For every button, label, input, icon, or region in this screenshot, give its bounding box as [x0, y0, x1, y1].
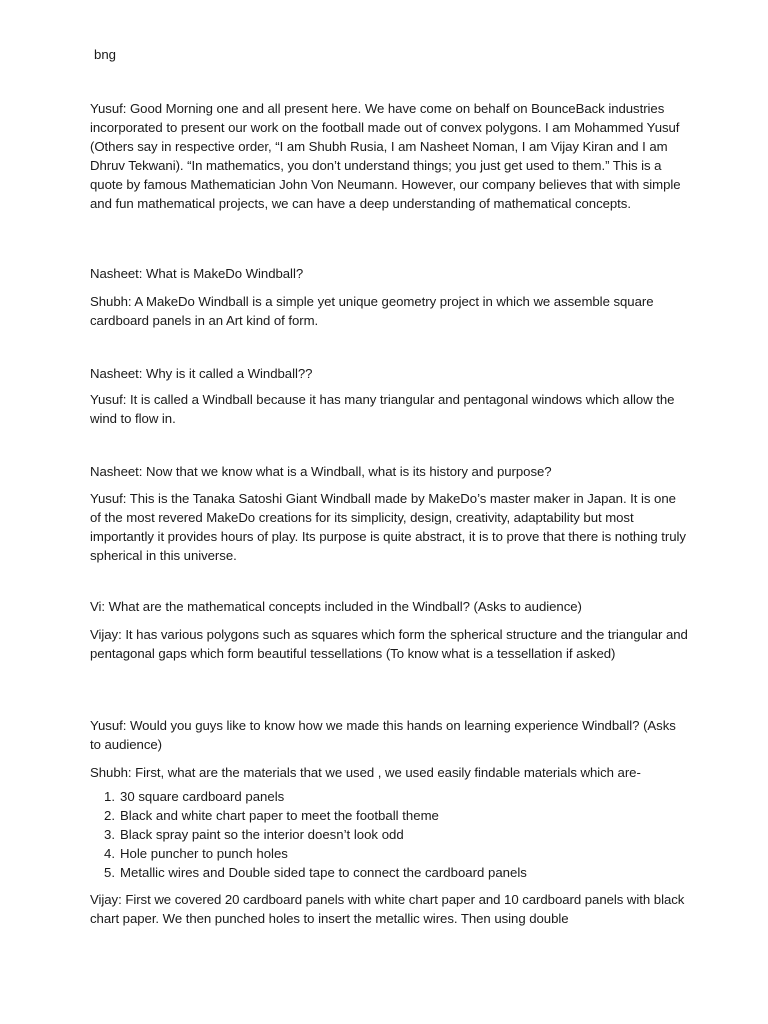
list-item	[90, 844, 690, 863]
list-item-text: Hole puncher to punch holes	[120, 846, 288, 861]
paragraph-question-concepts: Vi: What are the mathematical concepts included in the Windball? (Asks to audience)	[90, 599, 582, 614]
paragraph-steps: Vijay: First we covered 20 cardboard panels with white chart paper and 10 cardboard panels with black chart paper. We then punched holes to insert the metallic wires. Then using double	[90, 892, 685, 926]
list-item-number: 5.	[104, 865, 115, 880]
list-item-number: 2.	[104, 808, 115, 823]
list-item-text: Metallic wires and Double sided tape to connect the cardboard panels	[120, 865, 527, 880]
list-item-text: Black spray paint so the interior doesn’t look odd	[120, 827, 404, 842]
paragraph-question-what: Nasheet: What is MakeDo Windball?	[90, 266, 304, 281]
header-text: bng	[94, 47, 117, 62]
paragraph-question-why: Nasheet: Why is it called a Windball??	[90, 366, 313, 381]
paragraph-materials-intro: Shubh: First, what are the materials that we used , we used easily findable materials which are-	[90, 765, 641, 780]
paragraph-answer-what: Shubh: A MakeDo Windball is a simple yet unique geometry project in which we assemble square cardboard panels in an Art kind of form.	[90, 294, 654, 328]
paragraph-answer-why: Yusuf: It is called a Windball because it has many triangular and pentagonal windows which allow the wind to flow in.	[90, 392, 675, 426]
list-item-number: 4.	[104, 846, 115, 861]
list-item	[90, 825, 690, 844]
list-item	[90, 863, 690, 882]
paragraph-answer-history: Yusuf: This is the Tanaka Satoshi Giant Windball made by MakeDo’s master maker in Japan. It is one of the most revered MakeDo creations for its simplicity, design, creativity, adaptability but most importantly it provides hours of play. Its purpose is quite abstract, it is to prove that there is nothing truly spherical in this universe.	[90, 491, 686, 563]
list-item-text: Black and white chart paper to meet the football theme	[120, 808, 439, 823]
list-item	[90, 787, 690, 806]
paragraph-intro: Yusuf: Good Morning one and all present here. We have come on behalf on BounceBack industries incorporated to present our work on the football made out of convex polygons. I am Mohammed Yusuf (Others say in respective order, “I am Shubh Rusia, I am Nasheet Noman, I am Vijay Kiran and I am Dhruv Tekwani). “In mathematics, you don’t understand things; you just get used to them.” This is a quote by famous Mathematician John Von Neumann. However, our company believes that with simple and fun mathematical projects, we can have a deep understanding of mathematical concepts.	[90, 101, 681, 211]
list-item-number: 3.	[104, 827, 115, 842]
materials-list	[90, 787, 690, 882]
paragraph-question-how: Yusuf: Would you guys like to know how we made this hands on learning experience Windball? (Asks to audience)	[90, 718, 676, 752]
list-item-number: 1.	[104, 789, 115, 804]
paragraph-question-history: Nasheet: Now that we know what is a Windball, what is its history and purpose?	[90, 464, 552, 479]
list-item-text: 30 square cardboard panels	[120, 789, 285, 804]
paragraph-answer-concepts: Vijay: It has various polygons such as squares which form the spherical structure and the triangular and pentagonal gaps which form beautiful tessellations (To know what is a tessellation if asked)	[90, 627, 688, 661]
list-item	[90, 806, 690, 825]
